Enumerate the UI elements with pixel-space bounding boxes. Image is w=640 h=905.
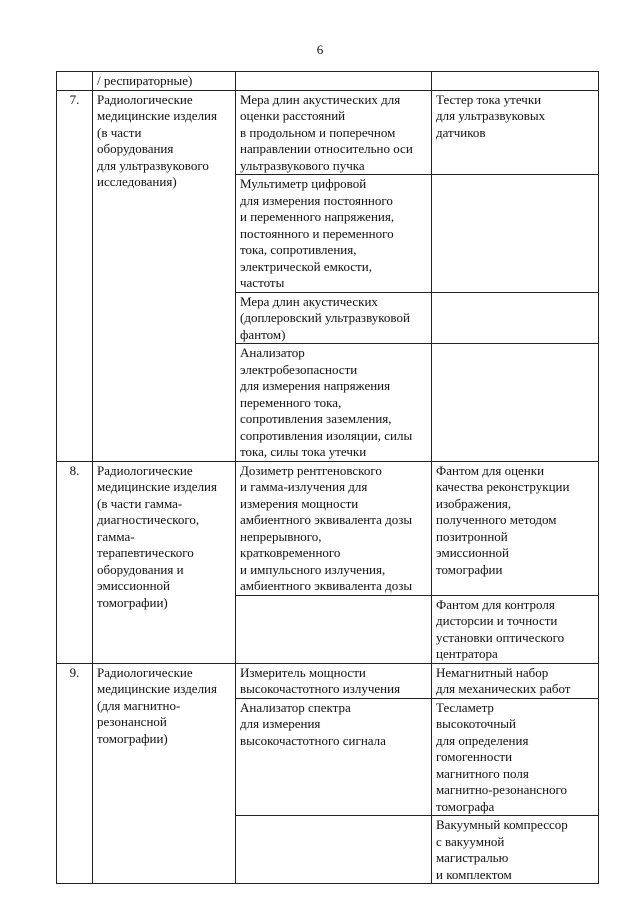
tool-cell: Мультиметр цифровой для измерения постоянного и переменного напряжения, постоянного и переменного тока, сопротивления, электрической емкости, частоты <box>236 175 432 293</box>
device-cell: Радиологические медицинские изделия (для магнитно- резонансной томографии) <box>93 663 236 884</box>
aux-cell <box>432 175 599 293</box>
aux-cell: Немагнитный набор для механических работ <box>432 663 599 698</box>
aux-cell <box>432 72 599 91</box>
row-number: 9. <box>57 663 93 884</box>
aux-cell: Тестер тока утечки для ультразвуковых датчиков <box>432 90 599 175</box>
tool-cell: Мера длин акустических для оценки расстояний в продольном и поперечном направлении относительно оси ультразвукового пучка <box>236 90 432 175</box>
tool-cell: Анализатор электробезопасности для измерения напряжения переменного тока, сопротивления заземления, сопротивления изоляции, силы тока, силы тока утечки <box>236 344 432 462</box>
table-row-7 <box>57 90 599 175</box>
tool-cell: Анализатор спектра для измерения высокочастотного сигнала <box>236 698 432 816</box>
aux-cell <box>432 344 599 462</box>
tool-cell <box>236 72 432 91</box>
device-cell: Радиологические медицинские изделия (в части оборудования для ультразвукового исследования) <box>93 90 236 461</box>
table-row-continuation <box>57 72 599 91</box>
equipment-table <box>56 71 599 884</box>
aux-cell <box>432 292 599 344</box>
aux-cell: Тесламетр высокоточный для определения гомогенности магнитного поля магнитно-резонансного томографа <box>432 698 599 816</box>
aux-cell: Вакуумный компрессор с вакуумной магистралью и комплектом <box>432 816 599 884</box>
tool-cell: Измеритель мощности высокочастотного излучения <box>236 663 432 698</box>
table-row-9 <box>57 663 599 698</box>
aux-cell: Фантом для контроля дисторсии и точности установки оптического центратора <box>432 595 599 663</box>
tool-cell: Мера длин акустических (доплеровский ультразвуковой фантом) <box>236 292 432 344</box>
device-cell: Радиологические медицинские изделия (в части гамма- диагностического, гамма- терапевтического оборудования и эмиссионной томографии) <box>93 461 236 663</box>
row-number <box>57 72 93 91</box>
page-number: 6 <box>316 42 324 57</box>
device-cell: / респираторные) <box>93 72 236 91</box>
row-number: 7. <box>57 90 93 461</box>
tool-cell <box>236 816 432 884</box>
aux-cell: Фантом для оценки качества реконструкции изображения, полученного методом позитронной эмиссионной томографии <box>432 461 599 595</box>
table-row-8 <box>57 461 599 595</box>
tool-cell <box>236 595 432 663</box>
row-number: 8. <box>57 461 93 663</box>
tool-cell: Дозиметр рентгеновского и гамма-излучения для измерения мощности амбиентного эквивалента дозы непрерывного, кратковременного и импульсного излучения, амбиентного эквивалента дозы <box>236 461 432 595</box>
